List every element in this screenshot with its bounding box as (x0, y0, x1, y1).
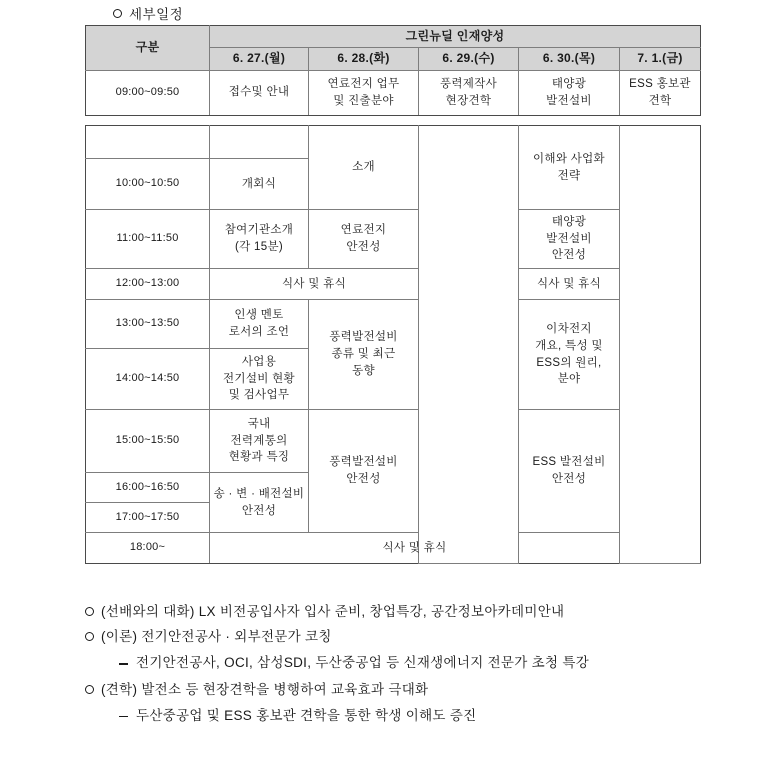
table-row-1500 (86, 410, 701, 473)
notes-list (85, 603, 745, 733)
cell-tue-intro: 소개 (309, 126, 419, 210)
cell-fri-empty (620, 126, 701, 564)
time-cell-1100: 11:00~11:50 (86, 210, 210, 269)
header-cell-day-3: 6. 29.(수) (419, 48, 519, 70)
circle-bullet-icon (85, 685, 94, 694)
circle-bullet-icon (85, 607, 94, 616)
note-item-3 (85, 681, 745, 699)
cell-spacer-mon (210, 126, 309, 159)
header-cell-day-5: 7. 1.(금) (620, 48, 701, 70)
time-cell-1500: 15:00~15:50 (86, 410, 210, 473)
header-cell-group: 그린뉴딜 인재양성 (210, 26, 701, 48)
cell-1200-lunch-right: 식사 및 휴식 (519, 269, 620, 300)
section-heading (113, 3, 183, 23)
cell-1300-mon: 인생 멘토 로서의 조언 (210, 300, 309, 349)
cell-0900-fri: ESS 홍보관 견학 (620, 70, 701, 115)
time-cell-1800: 18:00~ (86, 533, 210, 564)
dash-icon (119, 663, 128, 664)
time-cell-1600: 16:00~16:50 (86, 473, 210, 503)
cell-wed-empty (419, 126, 519, 564)
time-cell-1000: 10:00~10:50 (86, 159, 210, 210)
note-text-3: (견학) 발전소 등 현장견학을 병행하여 교육효과 극대화 (101, 681, 429, 697)
table-row-1800 (86, 533, 701, 564)
time-cell-1300: 13:00~13:50 (86, 300, 210, 349)
note-item-2 (85, 628, 745, 646)
time-cell-1200: 12:00~13:00 (86, 269, 210, 300)
table-row-spacer (86, 126, 701, 159)
note-text-1: (선배와의 대화) LX 비전공입사자 입사 준비, 창업특강, 공간정보아카데미안내 (101, 604, 565, 619)
note-text-2: (이론) 전기안전공사 · 외부전문가 코칭 (101, 629, 332, 645)
header-cell-day-2: 6. 28.(화) (309, 48, 419, 70)
cell-0900-wed: 풍력제작사 현장견학 (419, 70, 519, 115)
sub-note-item-2 (119, 707, 745, 725)
table-row-1100 (86, 210, 701, 269)
cell-0900-thu: 태양광 발전설비 (519, 70, 620, 115)
sub-note-item-1 (119, 654, 745, 672)
table-header-row-1 (86, 26, 701, 48)
cell-1200-lunch-left: 식사 및 휴식 (210, 269, 419, 300)
header-cell-gubun: 구분 (86, 26, 210, 71)
cell-1800-dinner: 식사 및 휴식 (210, 533, 620, 564)
sub-note-text-2: 두산중공업 및 ESS 홍보관 견학을 통한 학생 이해도 증진 (136, 707, 477, 723)
circle-bullet-icon (113, 9, 122, 18)
schedule-header-table (85, 25, 701, 116)
time-cell-0900: 09:00~09:50 (86, 70, 210, 115)
header-cell-day-4: 6. 30.(목) (519, 48, 620, 70)
section-heading-label: 세부일정 (129, 7, 184, 22)
cell-0900-mon: 접수및 안내 (210, 70, 309, 115)
cell-1100-thu: 태양광 발전설비 안전성 (519, 210, 620, 269)
cell-0900-tue: 연료전지 업무 및 진출분야 (309, 70, 419, 115)
circle-bullet-icon (85, 632, 94, 641)
cell-1600-mon: 송 · 변 · 배전설비 안전성 (210, 473, 309, 533)
table-row-1300 (86, 300, 701, 349)
cell-1000-mon: 개회식 (210, 159, 309, 210)
cell-1500-tue: 풍력발전설비 안전성 (309, 410, 419, 533)
cell-1100-tue: 연료전지 안전성 (309, 210, 419, 269)
dash-icon (119, 716, 128, 717)
sub-note-text-1: 전기안전공사, OCI, 삼성SDI, 두산중공업 등 신재생에너지 전문가 초청 특강 (136, 655, 590, 671)
schedule-body-table (85, 125, 701, 564)
cell-1300-tue: 풍력발전설비 종류 및 최근 동향 (309, 300, 419, 410)
header-cell-day-1: 6. 27.(월) (210, 48, 309, 70)
cell-thu-strategy: 이해와 사업화 전략 (519, 126, 620, 210)
table-row-0900 (86, 70, 701, 115)
time-cell-1400: 14:00~14:50 (86, 349, 210, 410)
time-cell-1700: 17:00~17:50 (86, 503, 210, 533)
cell-1100-mon: 참여기관소개 (각 15분) (210, 210, 309, 269)
time-cell-spacer (86, 126, 210, 159)
cell-1500-thu: ESS 발전설비 안전성 (519, 410, 620, 533)
cell-1400-mon: 사업용 전기설비 현황 및 검사업무 (210, 349, 309, 410)
cell-1500-mon: 국내 전력계통의 현황과 특징 (210, 410, 309, 473)
note-item-1 (85, 603, 745, 621)
table-row-1200 (86, 269, 701, 300)
cell-1300-thu: 이차전지 개요, 특성 및 ESS의 원리, 분야 (519, 300, 620, 410)
